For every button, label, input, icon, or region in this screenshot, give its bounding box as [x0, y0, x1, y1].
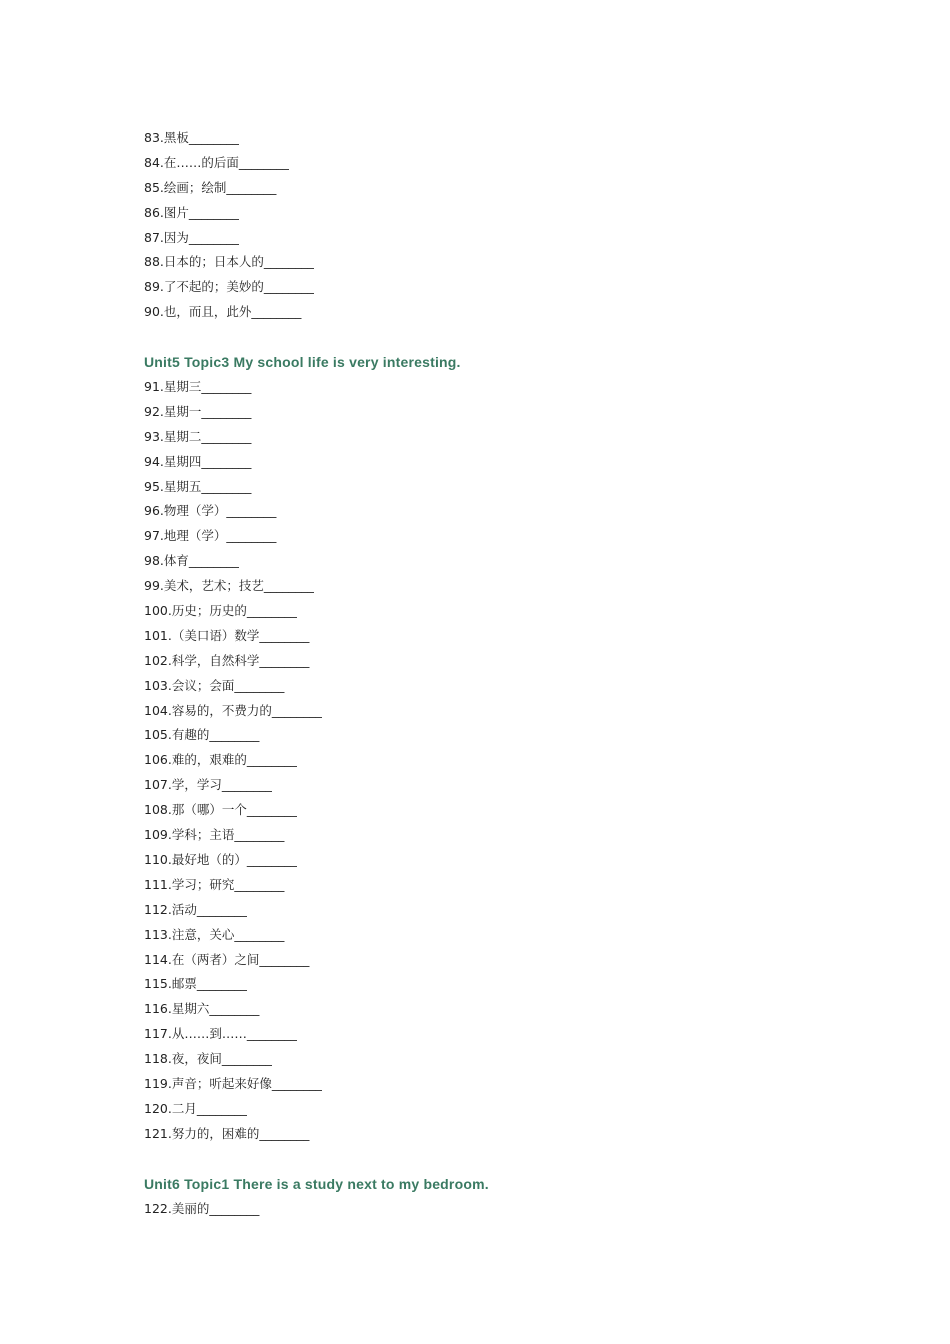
vocab-item-118: 118.夜，夜间________ — [144, 1051, 272, 1067]
vocab-section-unit5-topic3 — [144, 350, 844, 1147]
vocab-item-101: 101.（美口语）数学________ — [144, 627, 310, 643]
vocab-item-113: 113.注意，关心________ — [144, 926, 285, 942]
vocab-item-97: 97.地理（学）________ — [144, 528, 277, 544]
vocab-item-103: 103.会议；会面________ — [144, 677, 285, 693]
vocab-item-84: 84.在……的后面________ — [144, 154, 289, 170]
vocab-item-120: 120.二月________ — [144, 1100, 247, 1116]
vocab-item-91: 91.星期三________ — [144, 379, 252, 395]
vocab-item-117: 117.从……到……________ — [144, 1026, 297, 1042]
vocab-item-100: 100.历史；历史的________ — [144, 603, 297, 619]
section-heading: Unit5 Topic3 My school life is very interesting. — [144, 354, 461, 371]
vocab-item-119: 119.声音；听起来好像________ — [144, 1075, 322, 1091]
vocab-item-92: 92.星期一________ — [144, 403, 252, 419]
vocab-item-94: 94.星期四________ — [144, 453, 252, 469]
vocab-item-96: 96.物理（学）________ — [144, 503, 277, 519]
vocab-item-109: 109.学科；主语________ — [144, 827, 285, 843]
vocab-item-116: 116.星期六________ — [144, 1001, 260, 1017]
vocab-item-89: 89.了不起的；美妙的________ — [144, 279, 314, 295]
vocab-item-86: 86.图片________ — [144, 204, 239, 220]
vocab-item-85: 85.绘画；绘制________ — [144, 179, 277, 195]
vocabulary-list — [144, 126, 844, 1221]
vocab-item-102: 102.科学，自然科学________ — [144, 652, 310, 668]
vocab-item-87: 87.因为________ — [144, 229, 239, 245]
vocab-item-104: 104.容易的，不费力的________ — [144, 702, 322, 718]
vocab-item-98: 98.体育________ — [144, 553, 239, 569]
vocab-item-121: 121.努力的，困难的________ — [144, 1125, 310, 1141]
vocab-item-112: 112.活动________ — [144, 901, 247, 917]
section-heading: Unit6 Topic1 There is a study next to my bedroom. — [144, 1175, 489, 1192]
vocab-item-106: 106.难的，艰难的________ — [144, 752, 297, 768]
vocab-item-99: 99.美术，艺术；技艺________ — [144, 578, 314, 594]
vocab-item-90: 90.也，而且，此外________ — [144, 304, 302, 320]
vocab-item-114: 114.在（两者）之间________ — [144, 951, 310, 967]
vocab-section-unit6-topic1 — [144, 1172, 844, 1222]
section-spacer — [144, 325, 844, 350]
section-spacer — [144, 1147, 844, 1172]
vocab-item-122: 122.美丽的________ — [144, 1200, 260, 1216]
vocab-item-83: 83.黑板________ — [144, 130, 239, 145]
vocab-item-93: 93.星期二________ — [144, 428, 252, 444]
vocab-item-105: 105.有趣的________ — [144, 727, 260, 743]
vocab-item-107: 107.学，学习________ — [144, 777, 272, 793]
vocab-item-108: 108.那（哪）一个________ — [144, 802, 297, 818]
vocab-item-111: 111.学习；研究________ — [144, 876, 285, 892]
vocab-block-unit5-topic2 — [144, 126, 844, 325]
vocab-item-110: 110.最好地（的）________ — [144, 851, 297, 867]
vocab-item-95: 95.星期五________ — [144, 478, 252, 494]
vocab-item-115: 115.邮票________ — [144, 976, 247, 992]
vocab-item-88: 88.日本的；日本人的________ — [144, 254, 314, 270]
